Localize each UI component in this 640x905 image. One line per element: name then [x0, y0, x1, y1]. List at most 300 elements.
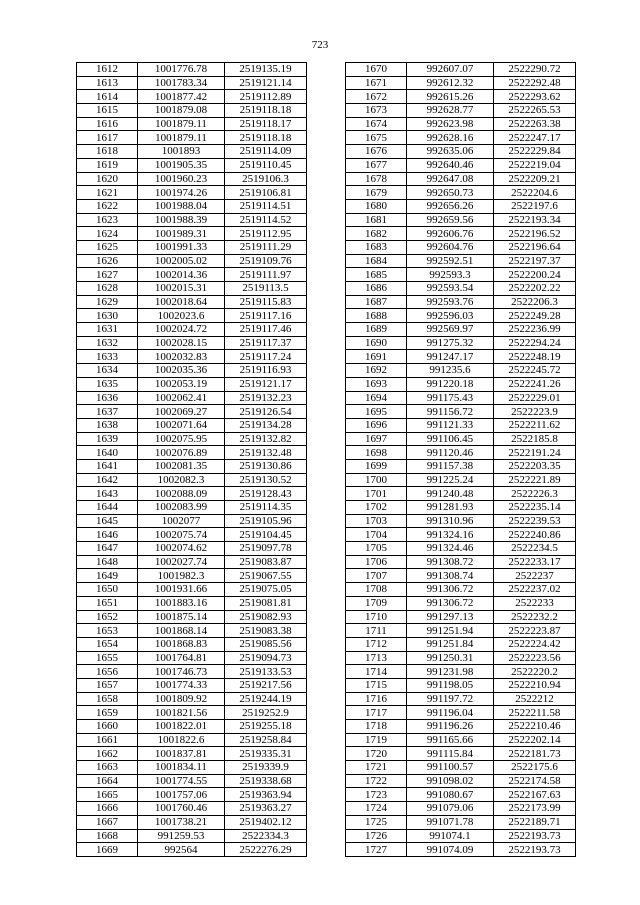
table-row: [77, 774, 307, 788]
point-number-cell: 1711: [346, 624, 407, 638]
point-number-cell: 1715: [346, 678, 407, 692]
x-coordinate-cell: 992596.03: [407, 309, 494, 323]
x-coordinate-cell: 1001974.26: [138, 186, 225, 200]
table-row: [346, 651, 576, 665]
y-coordinate-cell: 2522193.34: [494, 213, 576, 227]
point-number-cell: 1618: [77, 145, 138, 159]
point-number-cell: 1614: [77, 90, 138, 104]
table-row: [346, 555, 576, 569]
x-coordinate-cell: 1002071.64: [138, 418, 225, 432]
point-number-cell: 1631: [77, 323, 138, 337]
x-coordinate-cell: 991251.84: [407, 637, 494, 651]
x-coordinate-cell: 1002077: [138, 514, 225, 528]
table-row: [77, 309, 307, 323]
y-coordinate-cell: 2519067.55: [225, 569, 307, 583]
table-row: [77, 227, 307, 241]
x-coordinate-cell: 991071.78: [407, 815, 494, 829]
table-row: [346, 774, 576, 788]
y-coordinate-cell: 2519217.56: [225, 678, 307, 692]
point-number-cell: 1660: [77, 720, 138, 734]
table-row: [77, 596, 307, 610]
table-row: [346, 104, 576, 118]
coordinate-table-left: [76, 62, 307, 857]
y-coordinate-cell: 2522226.3: [494, 487, 576, 501]
y-coordinate-cell: 2522293.62: [494, 90, 576, 104]
y-coordinate-cell: 2522223.9: [494, 405, 576, 419]
x-coordinate-cell: 992659.56: [407, 213, 494, 227]
table-row: [77, 186, 307, 200]
x-coordinate-cell: 1001879.08: [138, 104, 225, 118]
point-number-cell: 1697: [346, 432, 407, 446]
point-number-cell: 1713: [346, 651, 407, 665]
y-coordinate-cell: 2522202.14: [494, 733, 576, 747]
point-number-cell: 1642: [77, 473, 138, 487]
point-number-cell: 1712: [346, 637, 407, 651]
x-coordinate-cell: 1001988.39: [138, 213, 225, 227]
x-coordinate-cell: 1001746.73: [138, 665, 225, 679]
x-coordinate-cell: 1002075.74: [138, 528, 225, 542]
y-coordinate-cell: 2522223.87: [494, 624, 576, 638]
table-row: [346, 459, 576, 473]
table-row: [346, 583, 576, 597]
x-coordinate-cell: 991306.72: [407, 596, 494, 610]
y-coordinate-cell: 2519114.35: [225, 501, 307, 515]
table-row: [346, 418, 576, 432]
y-coordinate-cell: 2522210.94: [494, 678, 576, 692]
table-row: [77, 199, 307, 213]
table-row: [77, 514, 307, 528]
table-row: [77, 487, 307, 501]
x-coordinate-cell: 1002076.89: [138, 446, 225, 460]
table-row: [77, 733, 307, 747]
point-number-cell: 1659: [77, 706, 138, 720]
point-number-cell: 1692: [346, 364, 407, 378]
x-coordinate-cell: 991157.38: [407, 459, 494, 473]
table-row: [346, 665, 576, 679]
point-number-cell: 1694: [346, 391, 407, 405]
y-coordinate-cell: 2522211.62: [494, 418, 576, 432]
x-coordinate-cell: 992612.32: [407, 76, 494, 90]
x-coordinate-cell: 991121.33: [407, 418, 494, 432]
x-coordinate-cell: 991275.32: [407, 336, 494, 350]
y-coordinate-cell: 2522203.35: [494, 459, 576, 473]
y-coordinate-cell: 2522197.37: [494, 254, 576, 268]
table-row: [77, 145, 307, 159]
y-coordinate-cell: 2522174.58: [494, 774, 576, 788]
x-coordinate-cell: 991235.6: [407, 364, 494, 378]
x-coordinate-cell: 1001837.81: [138, 747, 225, 761]
table-row: [77, 802, 307, 816]
point-number-cell: 1721: [346, 761, 407, 775]
table-row: [77, 459, 307, 473]
x-coordinate-cell: 992623.98: [407, 117, 494, 131]
table-row: [77, 761, 307, 775]
x-coordinate-cell: 1001738.21: [138, 815, 225, 829]
x-coordinate-cell: 1002024.72: [138, 323, 225, 337]
x-coordinate-cell: 1002074.62: [138, 542, 225, 556]
table-row: [346, 405, 576, 419]
x-coordinate-cell: 1001879.11: [138, 117, 225, 131]
y-coordinate-cell: 2519402.12: [225, 815, 307, 829]
y-coordinate-cell: 2519128.43: [225, 487, 307, 501]
y-coordinate-cell: 2519117.24: [225, 350, 307, 364]
y-coordinate-cell: 2519110.45: [225, 158, 307, 172]
y-coordinate-cell: 2519112.89: [225, 90, 307, 104]
y-coordinate-cell: 2522290.72: [494, 63, 576, 77]
table-row: [77, 350, 307, 364]
y-coordinate-cell: 2522185.8: [494, 432, 576, 446]
y-coordinate-cell: 2522294.24: [494, 336, 576, 350]
x-coordinate-cell: 991175.43: [407, 391, 494, 405]
x-coordinate-cell: 1001774.55: [138, 774, 225, 788]
point-number-cell: 1624: [77, 227, 138, 241]
x-coordinate-cell: 1001868.83: [138, 637, 225, 651]
table-row: [77, 528, 307, 542]
y-coordinate-cell: 2519117.46: [225, 323, 307, 337]
point-number-cell: 1701: [346, 487, 407, 501]
point-number-cell: 1657: [77, 678, 138, 692]
y-coordinate-cell: 2519097.78: [225, 542, 307, 556]
point-number-cell: 1710: [346, 610, 407, 624]
table-row: [77, 651, 307, 665]
y-coordinate-cell: 2519083.38: [225, 624, 307, 638]
table-row: [346, 446, 576, 460]
x-coordinate-cell: 991156.72: [407, 405, 494, 419]
y-coordinate-cell: 2519134.28: [225, 418, 307, 432]
table-row: [346, 761, 576, 775]
table-row: [346, 637, 576, 651]
x-coordinate-cell: 991281.93: [407, 501, 494, 515]
y-coordinate-cell: 2522237: [494, 569, 576, 583]
point-number-cell: 1646: [77, 528, 138, 542]
y-coordinate-cell: 2522223.56: [494, 651, 576, 665]
y-coordinate-cell: 2522229.84: [494, 145, 576, 159]
table-row: [346, 158, 576, 172]
x-coordinate-cell: 1001757.06: [138, 788, 225, 802]
table-row: [77, 678, 307, 692]
table-row: [77, 336, 307, 350]
x-coordinate-cell: 992604.76: [407, 240, 494, 254]
point-number-cell: 1632: [77, 336, 138, 350]
x-coordinate-cell: 991080.67: [407, 788, 494, 802]
table-row: [346, 63, 576, 77]
y-coordinate-cell: 2522224.42: [494, 637, 576, 651]
table-row: [77, 104, 307, 118]
point-number-cell: 1639: [77, 432, 138, 446]
table-row: [77, 76, 307, 90]
x-coordinate-cell: 992628.77: [407, 104, 494, 118]
x-coordinate-cell: 991220.18: [407, 377, 494, 391]
point-number-cell: 1709: [346, 596, 407, 610]
table-row: [346, 131, 576, 145]
point-number-cell: 1616: [77, 117, 138, 131]
point-number-cell: 1658: [77, 692, 138, 706]
x-coordinate-cell: 1002015.31: [138, 282, 225, 296]
y-coordinate-cell: 2519118.17: [225, 117, 307, 131]
table-row: [77, 610, 307, 624]
x-coordinate-cell: 992640.46: [407, 158, 494, 172]
table-row: [346, 350, 576, 364]
x-coordinate-cell: 991165.66: [407, 733, 494, 747]
point-number-cell: 1619: [77, 158, 138, 172]
point-number-cell: 1633: [77, 350, 138, 364]
y-coordinate-cell: 2522265.53: [494, 104, 576, 118]
x-coordinate-cell: 1001822.01: [138, 720, 225, 734]
y-coordinate-cell: 2519126.54: [225, 405, 307, 419]
point-number-cell: 1661: [77, 733, 138, 747]
x-coordinate-cell: 991120.46: [407, 446, 494, 460]
point-number-cell: 1678: [346, 172, 407, 186]
table-row: [77, 240, 307, 254]
x-coordinate-cell: 1001960.23: [138, 172, 225, 186]
point-number-cell: 1699: [346, 459, 407, 473]
y-coordinate-cell: 2519113.5: [225, 282, 307, 296]
y-coordinate-cell: 2519106.3: [225, 172, 307, 186]
point-number-cell: 1668: [77, 829, 138, 843]
x-coordinate-cell: 1001868.14: [138, 624, 225, 638]
point-number-cell: 1724: [346, 802, 407, 816]
y-coordinate-cell: 2522206.3: [494, 295, 576, 309]
point-number-cell: 1681: [346, 213, 407, 227]
x-coordinate-cell: 1001760.46: [138, 802, 225, 816]
x-coordinate-cell: 991324.46: [407, 542, 494, 556]
point-number-cell: 1654: [77, 637, 138, 651]
point-number-cell: 1680: [346, 199, 407, 213]
table-row: [77, 569, 307, 583]
point-number-cell: 1628: [77, 282, 138, 296]
x-coordinate-cell: 991308.74: [407, 569, 494, 583]
point-number-cell: 1662: [77, 747, 138, 761]
y-coordinate-cell: 2522240.86: [494, 528, 576, 542]
point-number-cell: 1644: [77, 501, 138, 515]
table-row: [346, 268, 576, 282]
point-number-cell: 1670: [346, 63, 407, 77]
table-row: [77, 405, 307, 419]
x-coordinate-cell: 991098.02: [407, 774, 494, 788]
y-coordinate-cell: 2522239.53: [494, 514, 576, 528]
y-coordinate-cell: 2522193.73: [494, 829, 576, 843]
table-row: [346, 596, 576, 610]
point-number-cell: 1641: [77, 459, 138, 473]
point-number-cell: 1688: [346, 309, 407, 323]
table-row: [77, 829, 307, 843]
table-row: [346, 377, 576, 391]
x-coordinate-cell: 991196.04: [407, 706, 494, 720]
point-number-cell: 1708: [346, 583, 407, 597]
x-coordinate-cell: 991297.13: [407, 610, 494, 624]
x-coordinate-cell: 992564: [138, 843, 225, 857]
y-coordinate-cell: 2519338.68: [225, 774, 307, 788]
y-coordinate-cell: 2519114.51: [225, 199, 307, 213]
point-number-cell: 1635: [77, 377, 138, 391]
table-row: [346, 678, 576, 692]
point-number-cell: 1617: [77, 131, 138, 145]
point-number-cell: 1637: [77, 405, 138, 419]
point-number-cell: 1685: [346, 268, 407, 282]
table-row: [77, 542, 307, 556]
table-row: [77, 720, 307, 734]
table-row: [77, 692, 307, 706]
point-number-cell: 1717: [346, 706, 407, 720]
point-number-cell: 1643: [77, 487, 138, 501]
x-coordinate-cell: 991198.05: [407, 678, 494, 692]
table-row: [346, 720, 576, 734]
x-coordinate-cell: 991115.84: [407, 747, 494, 761]
point-number-cell: 1615: [77, 104, 138, 118]
x-coordinate-cell: 1002083.99: [138, 501, 225, 515]
table-row: [346, 240, 576, 254]
coordinate-table-right: [345, 62, 576, 857]
table-row: [77, 446, 307, 460]
y-coordinate-cell: 2522167.63: [494, 788, 576, 802]
point-number-cell: 1696: [346, 418, 407, 432]
x-coordinate-cell: 992635.06: [407, 145, 494, 159]
table-row: [77, 418, 307, 432]
point-number-cell: 1674: [346, 117, 407, 131]
y-coordinate-cell: 2519105.96: [225, 514, 307, 528]
y-coordinate-cell: 2522229.01: [494, 391, 576, 405]
point-number-cell: 1626: [77, 254, 138, 268]
table-row: [77, 473, 307, 487]
y-coordinate-cell: 2519118.18: [225, 131, 307, 145]
y-coordinate-cell: 2522245.72: [494, 364, 576, 378]
x-coordinate-cell: 991247.17: [407, 350, 494, 364]
table-row: [346, 501, 576, 515]
point-number-cell: 1676: [346, 145, 407, 159]
point-number-cell: 1648: [77, 555, 138, 569]
y-coordinate-cell: 2522232.2: [494, 610, 576, 624]
point-number-cell: 1700: [346, 473, 407, 487]
point-number-cell: 1727: [346, 843, 407, 857]
table-row: [346, 145, 576, 159]
point-number-cell: 1671: [346, 76, 407, 90]
point-number-cell: 1663: [77, 761, 138, 775]
point-number-cell: 1634: [77, 364, 138, 378]
table-row: [346, 213, 576, 227]
x-coordinate-cell: 992569.97: [407, 323, 494, 337]
table-row: [77, 501, 307, 515]
y-coordinate-cell: 2522196.64: [494, 240, 576, 254]
x-coordinate-cell: 1001764.81: [138, 651, 225, 665]
x-coordinate-cell: 992593.76: [407, 295, 494, 309]
y-coordinate-cell: 2519115.83: [225, 295, 307, 309]
point-number-cell: 1723: [346, 788, 407, 802]
table-row: [346, 323, 576, 337]
table-row: [77, 172, 307, 186]
point-number-cell: 1623: [77, 213, 138, 227]
x-coordinate-cell: 992656.26: [407, 199, 494, 213]
table-row: [77, 282, 307, 296]
x-coordinate-cell: 991074.1: [407, 829, 494, 843]
point-number-cell: 1650: [77, 583, 138, 597]
y-coordinate-cell: 2519130.52: [225, 473, 307, 487]
x-coordinate-cell: 992650.73: [407, 186, 494, 200]
table-row: [346, 432, 576, 446]
point-number-cell: 1726: [346, 829, 407, 843]
y-coordinate-cell: 2519135.19: [225, 63, 307, 77]
x-coordinate-cell: 1001893: [138, 145, 225, 159]
point-number-cell: 1684: [346, 254, 407, 268]
point-number-cell: 1677: [346, 158, 407, 172]
x-coordinate-cell: 1002075.95: [138, 432, 225, 446]
point-number-cell: 1703: [346, 514, 407, 528]
y-coordinate-cell: 2519111.97: [225, 268, 307, 282]
y-coordinate-cell: 2519082.93: [225, 610, 307, 624]
table-row: [346, 172, 576, 186]
y-coordinate-cell: 2522236.99: [494, 323, 576, 337]
x-coordinate-cell: 1002069.27: [138, 405, 225, 419]
y-coordinate-cell: 2522189.71: [494, 815, 576, 829]
point-number-cell: 1664: [77, 774, 138, 788]
x-coordinate-cell: 992593.54: [407, 282, 494, 296]
x-coordinate-cell: 1002062.41: [138, 391, 225, 405]
table-row: [346, 692, 576, 706]
y-coordinate-cell: 2519121.17: [225, 377, 307, 391]
table-row: [346, 391, 576, 405]
x-coordinate-cell: 992628.16: [407, 131, 494, 145]
point-number-cell: 1683: [346, 240, 407, 254]
table-row: [77, 788, 307, 802]
y-coordinate-cell: 2519112.95: [225, 227, 307, 241]
y-coordinate-cell: 2519111.29: [225, 240, 307, 254]
y-coordinate-cell: 2522181.73: [494, 747, 576, 761]
table-row: [346, 733, 576, 747]
table-row: [346, 514, 576, 528]
x-coordinate-cell: 991197.72: [407, 692, 494, 706]
table-row: [77, 391, 307, 405]
x-coordinate-cell: 1001988.04: [138, 199, 225, 213]
table-row: [77, 432, 307, 446]
table-row: [77, 268, 307, 282]
table-row: [77, 843, 307, 857]
table-row: [77, 254, 307, 268]
table-row: [346, 747, 576, 761]
table-row: [346, 199, 576, 213]
table-row: [346, 706, 576, 720]
y-coordinate-cell: 2522233: [494, 596, 576, 610]
point-number-cell: 1651: [77, 596, 138, 610]
point-number-cell: 1718: [346, 720, 407, 734]
point-number-cell: 1725: [346, 815, 407, 829]
point-number-cell: 1705: [346, 542, 407, 556]
x-coordinate-cell: 1002018.64: [138, 295, 225, 309]
y-coordinate-cell: 2522197.6: [494, 199, 576, 213]
y-coordinate-cell: 2519104.45: [225, 528, 307, 542]
point-number-cell: 1620: [77, 172, 138, 186]
table-row: [346, 364, 576, 378]
table-row: [346, 815, 576, 829]
point-number-cell: 1673: [346, 104, 407, 118]
x-coordinate-cell: 1001822.6: [138, 733, 225, 747]
y-coordinate-cell: 2519132.23: [225, 391, 307, 405]
table-row: [346, 542, 576, 556]
table-row: [346, 254, 576, 268]
point-number-cell: 1720: [346, 747, 407, 761]
x-coordinate-cell: 1001783.34: [138, 76, 225, 90]
point-number-cell: 1665: [77, 788, 138, 802]
y-coordinate-cell: 2519255.18: [225, 720, 307, 734]
point-number-cell: 1695: [346, 405, 407, 419]
point-number-cell: 1669: [77, 843, 138, 857]
y-coordinate-cell: 2519081.81: [225, 596, 307, 610]
table-row: [77, 158, 307, 172]
table-row: [346, 528, 576, 542]
y-coordinate-cell: 2522220.2: [494, 665, 576, 679]
table-row: [77, 131, 307, 145]
x-coordinate-cell: 1001905.35: [138, 158, 225, 172]
point-number-cell: 1686: [346, 282, 407, 296]
point-number-cell: 1687: [346, 295, 407, 309]
